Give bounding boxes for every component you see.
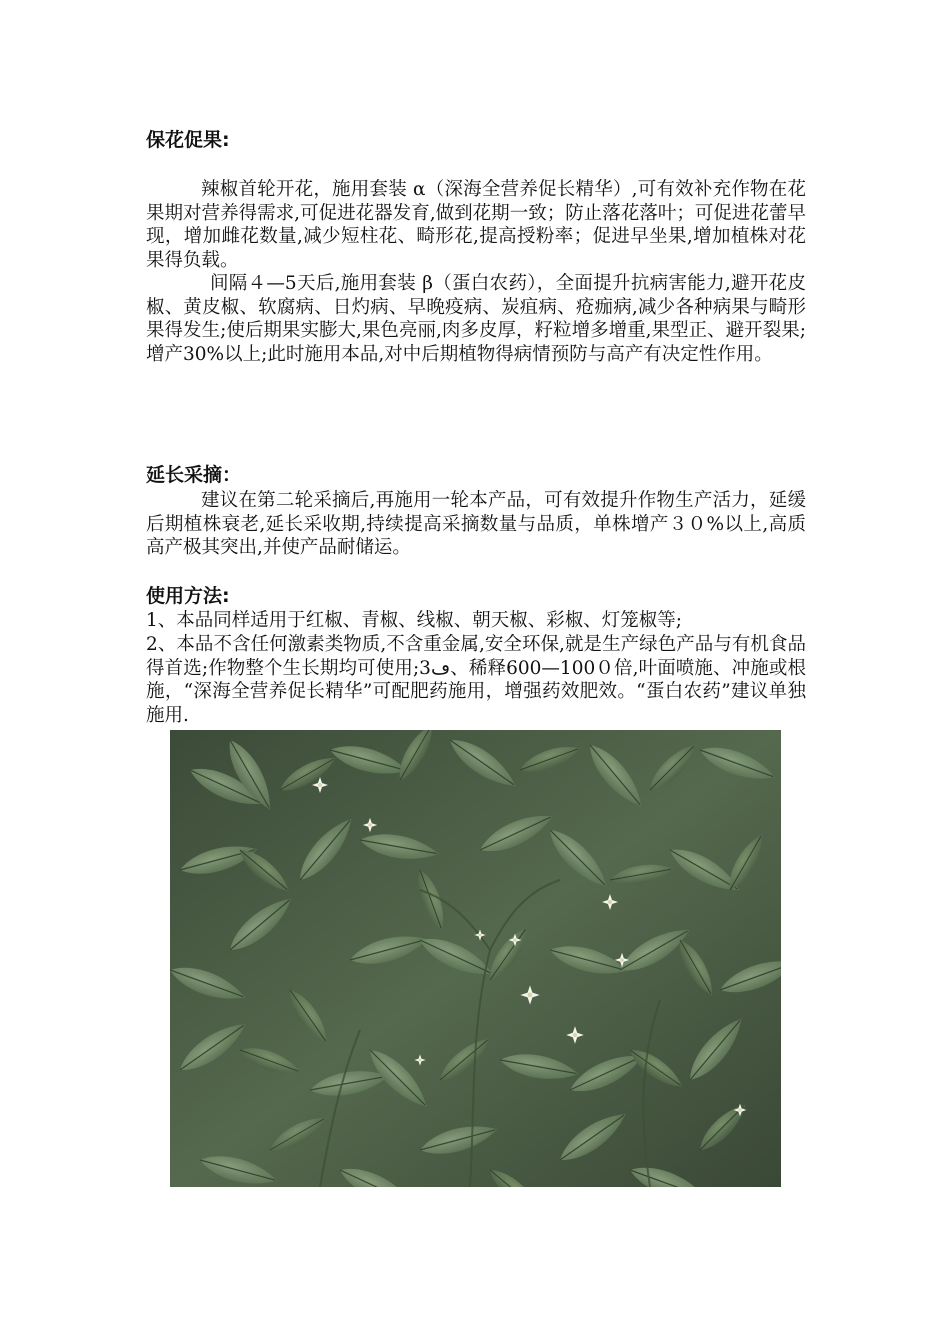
section-title-flower-fruit: 保花促果: (146, 129, 230, 151)
section-title-usage: 使用方法: (146, 585, 230, 607)
paragraph-interval-treatment: 间隔４—5天后,施用套装 β（蛋白农药），全面提升抗病害能力,避开花皮椒、黄皮椒、软腐病、日灼病、早晚疫病、炭疽病、疮痂病,减少各种病果与畸形果得发生;使后期果实膨大,果色亮丽,肉多皮厚，籽粒增多增重,果型正、避开裂果;增产30%以上;此时施用本品,对中后期植物得病情预防与高产有决定性作用。 (146, 273, 806, 365)
usage-item-2: 2、本品不含任何激素类物质,不含重金属,安全环保,就是生产绿色产品与有机食品得首选;作物整个生长期均可使用;3ڡ、稀释600—100０倍,叶面喷施、冲施或根施，“深海全营养促长精华”可配肥药施用，增强药效肥效。“蛋白农药”建议单独施用. (146, 634, 806, 726)
paragraph-first-flowering: 辣椒首轮开花，施用套装 α（深海全营养促长精华）,可有效补充作物在花果期对营养得需求,可促进花器发育,做到花期一致；防止落花落叶；可促进花蕾早现，增加雌花数量,减少短柱花、畸形花,提高授粉率；促进早坐果,增加植株对花果得负载。 (146, 179, 806, 271)
usage-item-1: 1、本品同样适用于红椒、青椒、线椒、朝天椒、彩椒、灯笼椒等; (146, 610, 683, 631)
paragraph-extend-harvest: 建议在第二轮采摘后,再施用一轮本产品，可有效提升作物生产活力，延缓后期植株衰老,延长采收期,持续提高采摘数量与品质，单株增产３０%以上,高质高产极其突出,并使产品耐储运。 (146, 490, 806, 558)
pepper-plant-photo (170, 730, 781, 1187)
pepper-plant-icon (170, 730, 781, 1187)
section-title-extend-harvest: 延长采摘： (146, 464, 242, 486)
